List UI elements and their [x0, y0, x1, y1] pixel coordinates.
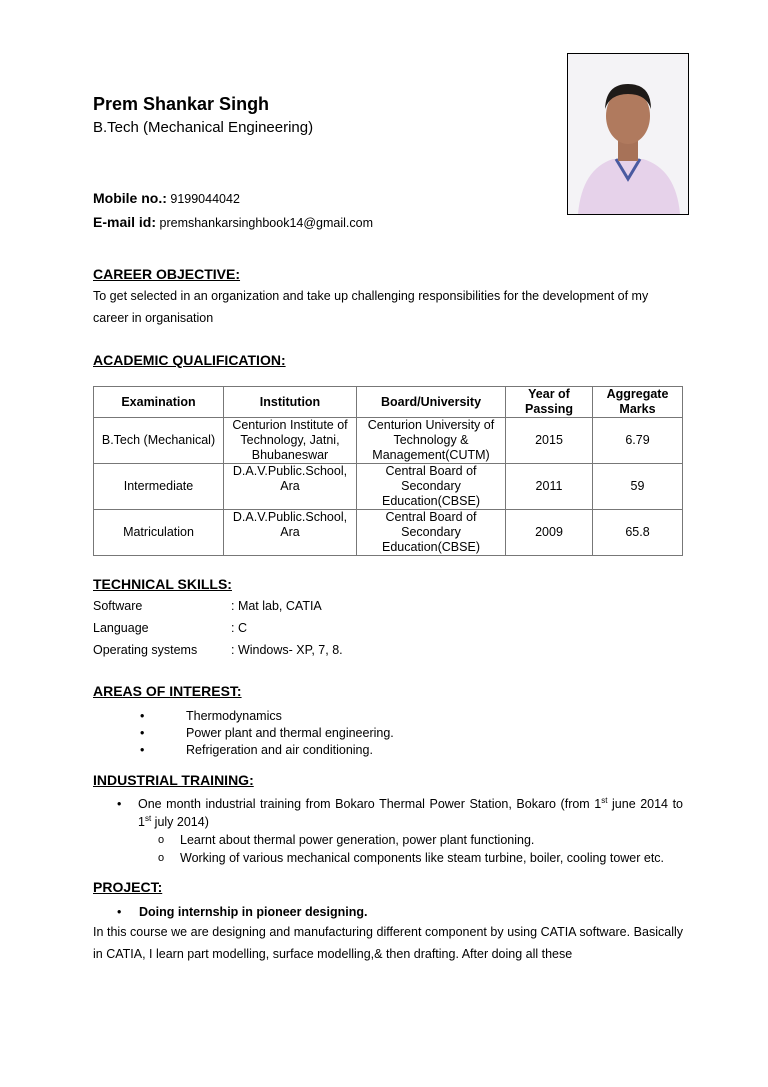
bullet-icon: •	[117, 905, 122, 919]
interest-text: Thermodynamics	[186, 709, 282, 723]
bullet-icon: •	[117, 797, 122, 811]
interests-list	[140, 708, 683, 759]
col-header: Examination	[94, 387, 224, 418]
skill-row	[93, 595, 683, 617]
circle-bullet-icon: o	[158, 834, 165, 846]
cell: Central Board of Secondary Education(CBSE)	[357, 464, 506, 510]
profile-photo	[567, 53, 689, 215]
superscript: st	[144, 813, 152, 823]
col-header: Institution	[224, 387, 357, 418]
cell: 2015	[506, 418, 593, 464]
degree: B.Tech (Mechanical Engineering)	[93, 119, 314, 136]
training-sub-item: Learnt about thermal power generation, power plant functioning.	[180, 833, 535, 847]
project-heading: PROJECT:	[93, 879, 163, 895]
email-line	[93, 214, 373, 230]
project-title: Doing internship in pioneer designing.	[139, 905, 368, 919]
training-main-text	[138, 795, 683, 831]
project-title-row	[117, 904, 683, 921]
list-item	[140, 742, 683, 759]
cell: D.A.V.Public.School, Ara	[224, 464, 357, 510]
cell: B.Tech (Mechanical)	[94, 418, 224, 464]
cell: Intermediate	[94, 464, 224, 510]
list-item	[140, 708, 683, 725]
interest-text: Refrigeration and air conditioning.	[186, 743, 373, 757]
col-header: Aggregate Marks	[593, 387, 683, 418]
cell: Central Board of Secondary Education(CBSE)	[357, 510, 506, 556]
skill-label: Operating systems	[93, 643, 198, 657]
table-row	[94, 510, 683, 556]
qualification-table	[93, 386, 683, 556]
skill-value: : C	[231, 621, 247, 635]
circle-bullet-icon: o	[158, 852, 165, 864]
interest-text: Power plant and thermal engineering.	[186, 726, 394, 740]
mobile-number: 9199044042	[170, 192, 240, 206]
bullet-icon: •	[140, 726, 145, 740]
skill-row	[93, 617, 683, 639]
cell: Centurion University of Technology & Management(CUTM)	[357, 418, 506, 464]
bullet-icon: •	[140, 709, 145, 723]
interests-heading: AREAS OF INTEREST:	[93, 683, 242, 699]
cell: 65.8	[593, 510, 683, 556]
table-row	[94, 418, 683, 464]
skill-label: Software	[93, 599, 143, 613]
cell: 2009	[506, 510, 593, 556]
col-header: Year of Passing	[506, 387, 593, 418]
objective-heading: CAREER OBJECTIVE:	[93, 266, 241, 282]
col-header: Board/University	[357, 387, 506, 418]
cell: 59	[593, 464, 683, 510]
bullet-icon: •	[140, 743, 145, 757]
mobile-line	[93, 190, 240, 206]
cell: D.A.V.Public.School, Ara	[224, 510, 357, 556]
training-text: june 2014 to 1	[138, 797, 683, 829]
training-sub-row	[158, 849, 683, 867]
cell: 6.79	[593, 418, 683, 464]
table-header-row	[94, 387, 683, 418]
skill-label: Language	[93, 621, 149, 635]
training-heading: INDUSTRIAL TRAINING:	[93, 772, 254, 788]
list-item	[140, 725, 683, 742]
skills-list	[93, 595, 683, 661]
training-text: One month industrial training from Bokaro Thermal Power Station, Bokaro (from 1	[138, 797, 602, 811]
resume-body	[93, 352, 683, 965]
skill-value: : Windows- XP, 7, 8.	[231, 643, 343, 657]
training-text: july 2014)	[151, 815, 209, 829]
candidate-name: Prem Shankar Singh	[93, 94, 270, 114]
skills-heading: TECHNICAL SKILLS:	[93, 576, 232, 592]
cell: Centurion Institute of Technology, Jatni, Bhubaneswar	[224, 418, 357, 464]
objective-text: To get selected in an organization and take up challenging responsibilities for the development of my career in organisation	[93, 289, 649, 325]
training-sub-row	[158, 831, 683, 849]
mobile-label: Mobile no.:	[93, 190, 167, 206]
superscript: st	[601, 795, 608, 805]
training-main	[117, 795, 683, 831]
skill-row	[93, 639, 683, 661]
cell: Matriculation	[94, 510, 224, 556]
project-text: In this course we are designing and manufacturing different component by using CATIA software. Basically in CATIA, I learn part modelling, surface modelling,& then drafting. After doing all these	[93, 925, 683, 961]
email-address: premshankarsinghbook14@gmail.com	[159, 216, 373, 230]
email-label: E-mail id:	[93, 214, 157, 230]
cell: 2011	[506, 464, 593, 510]
table-row	[94, 464, 683, 510]
skill-value: : Mat lab, CATIA	[231, 599, 322, 613]
training-sub-item: Working of various mechanical components like steam turbine, boiler, cooling tower etc.	[180, 851, 665, 865]
academic-heading: ACADEMIC QUALIFICATION:	[93, 352, 286, 368]
